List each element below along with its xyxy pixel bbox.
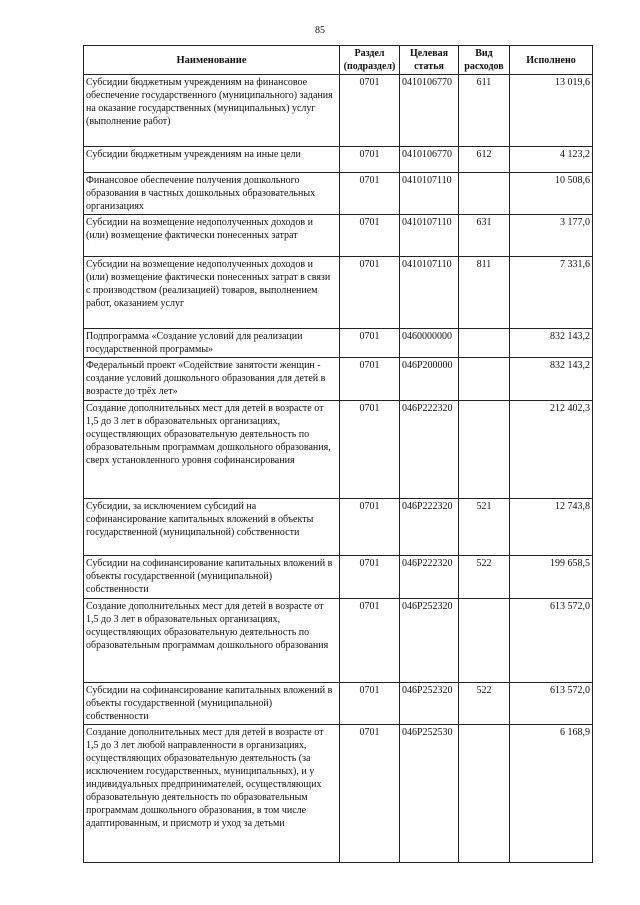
row-kind: 522 <box>459 556 510 599</box>
row-article: 046Р252320 <box>400 599 459 683</box>
row-kind <box>459 725 510 863</box>
header-kind: Вид расходов <box>459 46 510 75</box>
row-amount: 212 402,3 <box>510 401 593 499</box>
row-kind: 811 <box>459 257 510 329</box>
table-row <box>84 401 593 499</box>
header-article: Целевая статья <box>400 46 459 75</box>
row-amount: 613 572,0 <box>510 683 593 725</box>
row-article: 046Р222320 <box>400 556 459 599</box>
row-name: Подпрограмма «Создание условий для реализации государственной программы» <box>84 329 340 358</box>
row-article: 046Р252530 <box>400 725 459 863</box>
row-article: 0410107110 <box>400 257 459 329</box>
row-amount: 10 508,6 <box>510 173 593 215</box>
row-section: 0701 <box>340 725 400 863</box>
row-name: Создание дополнительных мест для детей в возрасте от 1,5 до 3 лет любой направленности в организациях, осуществляющих образовательную деятельность (за исключением государственных, муниципальных), и у индивидуальных предпринимателей, осуществляющих образовательную деятельность по образовательным программам дошкольного образования, в том числе адаптированным, и присмотр и уход за детьми <box>84 725 340 863</box>
row-article: 0410107110 <box>400 173 459 215</box>
table-row <box>84 329 593 358</box>
row-amount: 3 177,0 <box>510 215 593 257</box>
row-kind <box>459 329 510 358</box>
table-row <box>84 358 593 401</box>
row-kind <box>459 401 510 499</box>
row-section: 0701 <box>340 401 400 499</box>
row-kind <box>459 173 510 215</box>
row-kind <box>459 599 510 683</box>
row-section: 0701 <box>340 147 400 173</box>
row-section: 0701 <box>340 329 400 358</box>
row-name: Финансовое обеспечение получения дошкольного образования в частных дошкольных образовательных организациях <box>84 173 340 215</box>
row-amount: 4 123,2 <box>510 147 593 173</box>
row-name: Федеральный проект «Содействие занятости женщин - создание условий дошкольного образования для детей в возрасте до трёх лет» <box>84 358 340 401</box>
row-article: 0460000000 <box>400 329 459 358</box>
table-row <box>84 215 593 257</box>
row-article: 0410107110 <box>400 215 459 257</box>
row-section: 0701 <box>340 257 400 329</box>
row-amount: 7 331,6 <box>510 257 593 329</box>
row-section: 0701 <box>340 358 400 401</box>
row-kind: 631 <box>459 215 510 257</box>
header-section: Раздел (подраздел) <box>340 46 400 75</box>
header-amount: Исполнено <box>510 46 593 75</box>
page-number: 85 <box>315 25 325 36</box>
row-name: Субсидии бюджетным учреждениям на иные цели <box>84 147 340 173</box>
row-name: Субсидии на софинансирование капитальных вложений в объекты государственной (муниципальной) собственности <box>84 683 340 725</box>
row-kind: 521 <box>459 499 510 556</box>
row-name: Субсидии, за исключением субсидий на софинансирование капитальных вложений в объекты государственной (муниципальной) собственности <box>84 499 340 556</box>
row-kind: 611 <box>459 75 510 147</box>
table-row <box>84 173 593 215</box>
row-article: 046Р200000 <box>400 358 459 401</box>
row-kind: 612 <box>459 147 510 173</box>
table-row <box>84 499 593 556</box>
row-name: Создание дополнительных мест для детей в возрасте от 1,5 до 3 лет в образовательных организациях, осуществляющих образовательную деятельность по образовательным программам дошкольного образования, сверх установленного уровня софинансирования <box>84 401 340 499</box>
row-kind: 522 <box>459 683 510 725</box>
row-amount: 832 143,2 <box>510 358 593 401</box>
row-article: 046Р222320 <box>400 401 459 499</box>
table-row <box>84 725 593 863</box>
row-name: Субсидии на возмещение недополученных доходов и (или) возмещение фактически понесенных затрат в связи с производством (реализацией) товаров, выполнением работ, оказанием услуг <box>84 257 340 329</box>
row-name: Субсидии на возмещение недополученных доходов и (или) возмещение фактически понесенных затрат <box>84 215 340 257</box>
row-section: 0701 <box>340 75 400 147</box>
row-article: 0410106770 <box>400 147 459 173</box>
row-section: 0701 <box>340 173 400 215</box>
row-section: 0701 <box>340 215 400 257</box>
row-section: 0701 <box>340 499 400 556</box>
row-article: 046Р252320 <box>400 683 459 725</box>
row-section: 0701 <box>340 599 400 683</box>
row-amount: 13 019,6 <box>510 75 593 147</box>
row-kind <box>459 358 510 401</box>
row-name: Субсидии на софинансирование капитальных вложений в объекты государственной (муниципальной) собственности <box>84 556 340 599</box>
table-row <box>84 556 593 599</box>
table-row <box>84 599 593 683</box>
table-row <box>84 257 593 329</box>
header-name: Наименование <box>84 46 340 75</box>
row-section: 0701 <box>340 556 400 599</box>
row-section: 0701 <box>340 683 400 725</box>
row-amount: 613 572,0 <box>510 599 593 683</box>
row-amount: 12 743,8 <box>510 499 593 556</box>
row-amount: 6 168,9 <box>510 725 593 863</box>
row-name: Создание дополнительных мест для детей в возрасте от 1,5 до 3 лет в образовательных организациях, осуществляющих образовательную деятельность по образовательным программам дошкольного образования <box>84 599 340 683</box>
row-article: 046Р222320 <box>400 499 459 556</box>
row-name: Субсидии бюджетным учреждениям на финансовое обеспечение государственного (муниципального) задания на оказание государственных (муниципальных) услуг (выполнение работ) <box>84 75 340 147</box>
row-amount: 199 658,5 <box>510 556 593 599</box>
table-row <box>84 75 593 147</box>
row-amount: 832 143,2 <box>510 329 593 358</box>
table-header-row <box>84 46 593 75</box>
budget-table <box>83 45 593 863</box>
table-row <box>84 147 593 173</box>
table-row <box>84 683 593 725</box>
row-article: 0410106770 <box>400 75 459 147</box>
